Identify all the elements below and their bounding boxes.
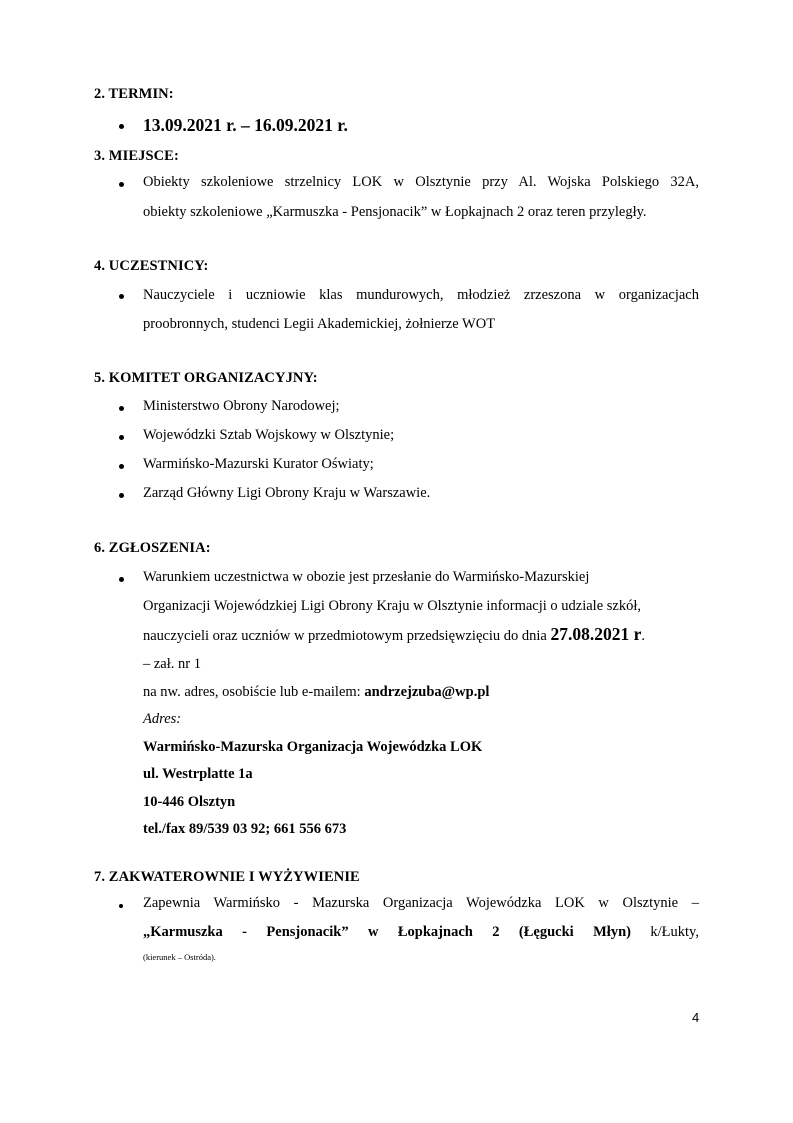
bullet (119, 294, 124, 299)
bullet (119, 577, 124, 582)
applications-line-1: Warunkiem uczestnictwa w obozie jest przesłanie do Warmińsko-Mazurskiej (143, 569, 590, 585)
committee-item: Zarząd Główny Ligi Obrony Kraju w Warszawie. (143, 485, 431, 501)
accommodation-direction: (kierunek – Ostróda). (143, 952, 216, 962)
participants-line-2: proobronnych, studenci Legii Akademickiej, żołnierze WOT (143, 316, 496, 332)
committee-item: Warmińsko-Mazurski Kurator Oświaty; (143, 456, 374, 472)
section-heading-zgloszenia: 6. ZGŁOSZENIA: (94, 540, 211, 556)
event-dates: 13.09.2021 r. – 16.09.2021 r. (143, 115, 348, 135)
bullet (119, 124, 124, 129)
location-line-2: obiekty szkoleniowe „Karmuszka - Pensjonacik” w Łopkajnach 2 oraz teren przyległy. (143, 204, 647, 220)
accommodation-line-1: Zapewnia Warmińsko - Mazurska Organizacja Wojewódzka LOK w Olsztynie – (143, 895, 699, 911)
section-heading-termin: 2. TERMIN: (94, 86, 174, 102)
accommodation-near: k/Łukty, (650, 924, 699, 940)
bullet (119, 464, 124, 469)
address-phone: tel./fax 89/539 03 92; 661 556 673 (143, 821, 347, 837)
attachment-note: – zał. nr 1 (143, 656, 201, 672)
committee-item: Wojewódzki Sztab Wojskowy w Olsztynie; (143, 427, 395, 443)
section-heading-zakwaterowanie: 7. ZAKWATEROWNIE I WYŻYWIENIE (94, 869, 360, 885)
contact-line (143, 684, 489, 701)
bullet (119, 435, 124, 440)
deadline-period: . (641, 628, 645, 644)
address-city: 10-446 Olsztyn (143, 794, 236, 810)
accommodation-place: „Karmuszka - Pensjonacik” w Łopkajnach 2 (Łęgucki Młyn) (143, 924, 631, 940)
page-number: 4 (692, 1010, 700, 1025)
committee-item: Ministerstwo Obrony Narodowej; (143, 398, 340, 414)
bullet (119, 493, 124, 498)
section-heading-komitet: 5. KOMITET ORGANIZACYJNY: (94, 370, 318, 386)
section-heading-uczestnicy: 4. UCZESTNICY: (94, 258, 209, 274)
contact-text: na nw. adres, osobiście lub e-mailem: (143, 684, 361, 700)
section-heading-miejsce: 3. MIEJSCE: (94, 148, 179, 164)
email-link[interactable]: andrzejzuba@wp.pl (364, 684, 490, 700)
deadline-date: 27.08.2021 r (550, 624, 642, 644)
bullet (119, 182, 124, 187)
bullet (119, 904, 123, 908)
location-line-1: Obiekty szkoleniowe strzelnicy LOK w Olsztynie przy Al. Wojska Polskiego 32A, (143, 174, 699, 190)
applications-line-3-text: nauczycieli oraz uczniów w przedmiotowym przedsięwzięciu do dnia (143, 628, 547, 644)
participants-line-1: Nauczyciele i uczniowie klas mundurowych, młodzież zrzeszona w organizacjach (143, 287, 699, 303)
applications-line-2: Organizacji Wojewódzkiej Ligi Obrony Kraju w Olsztynie informacji o udziale szkół, (143, 598, 642, 614)
address-street: ul. Westrplatte 1a (143, 766, 253, 782)
address-label: Adres: (143, 711, 182, 727)
accommodation-line-2 (143, 924, 699, 941)
bullet (119, 406, 124, 411)
applications-line-3 (143, 624, 645, 645)
address-org: Warmińsko-Mazurska Organizacja Wojewódzka LOK (143, 739, 483, 755)
